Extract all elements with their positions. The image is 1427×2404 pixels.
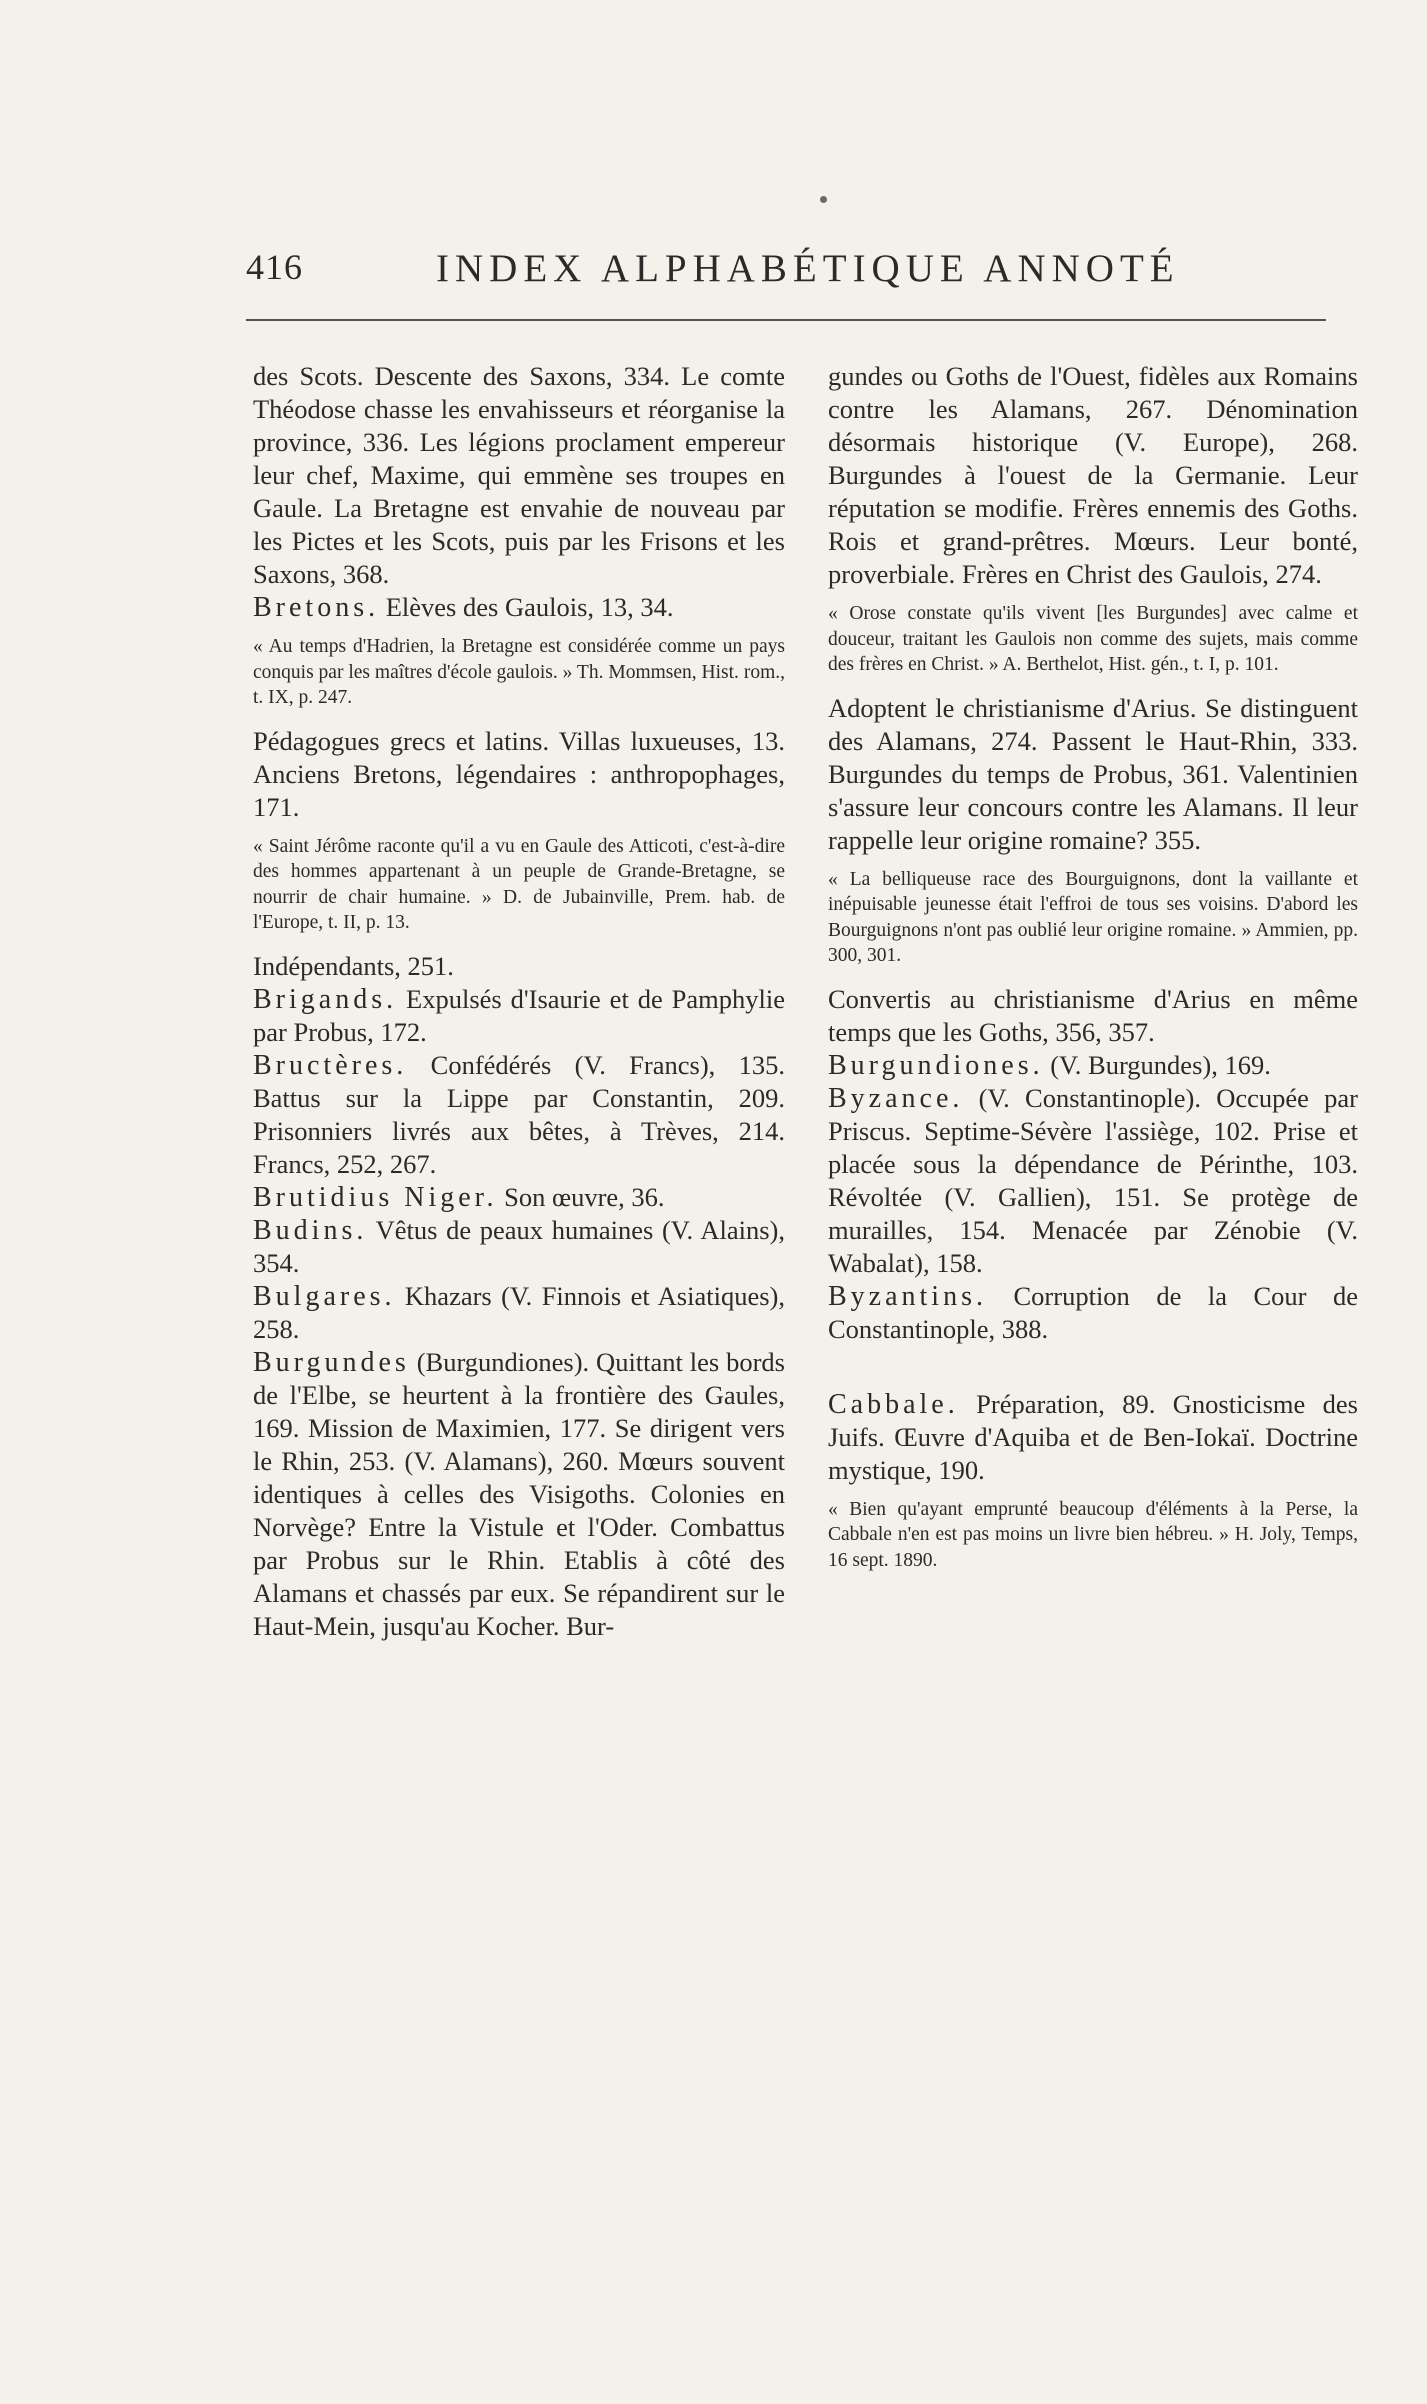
entry-heading: Burgundiones.	[828, 1049, 1044, 1081]
entry-bretons-independants: Indépendants, 251.	[253, 950, 454, 981]
entry-burgundes-cont2: Adoptent le christianisme d'Arius. Se distinguent des Alamans, 274. Passent le Haut-Rhin, 333. Burgundes du temps de Probus, 361. Valentinien s'assure leur concours contre les Alamans. Il leur rappelle leur origine romaine? 355.	[828, 692, 1358, 855]
entry-heading: Burgundes	[253, 1346, 410, 1378]
running-header	[246, 246, 1326, 296]
entry-brigands: Brigands. Expulsés d'Isaurie et de Pamphylie par Probus, 172.	[253, 983, 785, 1047]
letter-section-break	[828, 1346, 1358, 1388]
quote-mommsen: « Au temps d'Hadrien, la Bretagne est considérée comme un pays conquis par les maîtres d'école gaulois. » Th. Mommsen, Hist. rom., t. IX, p. 247.	[253, 636, 785, 708]
entry-burgundes-cont: gundes ou Goths de l'Ouest, fidèles aux Romains contre les Alamans, 267. Dénomination désormais historique (V. Europe), 268. Burgundes à l'ouest de la Germanie. Leur réputation se modifie. Frères ennemis des Goths. Rois et grand-prêtres. Mœurs. Leur bonté, proverbiale. Frères en Christ des Gaulois, 274.	[828, 361, 1358, 589]
entry-heading: Cabbale.	[828, 1388, 959, 1420]
entry-heading: Byzantins.	[828, 1280, 987, 1312]
entry-heading: Bructères.	[253, 1049, 408, 1081]
entry-burgundes-cont3: Convertis au christianisme d'Arius en même temps que les Goths, 356, 357.	[828, 983, 1358, 1047]
entry-bretons-cont: Pédagogues grecs et latins. Villas luxueuses, 13. Anciens Bretons, légendaires : anthropophages, 171.	[253, 725, 785, 822]
entry-byzance: Byzance. (V. Constantinople). Occupée par Priscus. Septime-Sévère l'assiège, 102. Prise et placée sous la dépendance de Périnthe, 103. Révoltée (V. Gallien), 151. Se protège de murailles, 154. Menacée par Zénobie (V. Wabalat), 158.	[828, 1082, 1358, 1278]
entry-byzantins: Byzantins. Corruption de la Cour de Constantinople, 388.	[828, 1280, 1358, 1344]
right-column	[828, 360, 1358, 1587]
quote-joly: « Bien qu'ayant emprunté beaucoup d'éléments à la Perse, la Cabbale n'en est pas moins un livre bien hébreu. » H. Joly, Temps, 16 sept. 1890.	[828, 1498, 1358, 1571]
entry-burgundes: Burgundes (Burgundiones). Quittant les bords de l'Elbe, se heurtent à la frontière des Gaules, 169. Mission de Maximien, 177. Se dirigent vers le Rhin, 253. (V. Alamans), 260. Mœurs souvent identiques à celles des Visigoths. Colonies en Norvège? Entre la Vistule et l'Oder. Combattus par Probus sur le Rhin. Etablis à côté des Alamans et chassés par eux. Se répandirent sur le Haut-Mein, jusqu'au Kocher. Bur-	[253, 1346, 785, 1641]
entry-heading: Bretons.	[253, 592, 380, 623]
entry-cabbale: Cabbale. Préparation, 89. Gnosticisme des Juifs. Œuvre d'Aquiba et de Ben-Iokaï. Doctrine mystique, 190.	[828, 1388, 1358, 1485]
entry-bulgares: Bulgares. Khazars (V. Finnois et Asiatiques), 258.	[253, 1280, 785, 1344]
running-title: INDEX ALPHABÉTIQUE ANNOTÉ	[436, 247, 1180, 290]
entry-heading: Brigands.	[253, 983, 398, 1015]
quote-jubainville: « Saint Jérôme raconte qu'il a vu en Gaule des Atticoti, c'est-à-dire des hommes appartenant à un peuple de Grande-Bretagne, se nourrir de chair humaine. » D. de Jubainville, Prem. hab. de l'Europe, t. II, p. 13.	[253, 835, 785, 933]
page-ornament-dot	[820, 196, 827, 203]
quote-berthelot: « Orose constate qu'ils vivent [les Burgundes] avec calme et douceur, traitant les Gaulois non comme des sujets, mais comme des frères en Christ. » A. Berthelot, Hist. gén., t. I, p. 101.	[828, 603, 1358, 675]
entry-heading: Budins.	[253, 1214, 368, 1246]
entry-continuation: des Scots. Descente des Saxons, 334. Le comte Théodose chasse les envahisseurs et réorganise la province, 336. Les légions proclament empereur leur chef, Maxime, qui emmène ses troupes en Gaule. La Bretagne est envahie de nouveau par les Pictes et les Scots, puis par les Frisons et les Saxons, 368.	[253, 361, 785, 589]
entry-budins: Budins. Vêtus de peaux humaines (V. Alains), 354.	[253, 1214, 785, 1278]
entry-heading: Bulgares.	[253, 1280, 396, 1312]
entry-heading: Brutidius Niger.	[253, 1181, 498, 1213]
entry-heading: Byzance.	[828, 1082, 964, 1114]
entry-brutidius: Brutidius Niger. Son œuvre, 36.	[253, 1181, 665, 1213]
page-number: 416	[246, 247, 303, 287]
header-rule	[246, 319, 1326, 321]
quote-ammien: « La belliqueuse race des Bourguignons, dont la vaillante et inépuisable jeunesse était l'effroi de tous ses voisins. D'abord les Bourguignons n'ont pas oublié leur origine romaine. » Ammien, pp. 300, 301.	[828, 868, 1358, 966]
entry-bructeres: Bructères. Confédérés (V. Francs), 135. Battus sur la Lippe par Constantin, 209. Prisonniers livrés aux bêtes, à Trèves, 214. Francs, 252, 267.	[253, 1049, 785, 1179]
left-column	[253, 360, 785, 1643]
entry-burgundiones: Burgundiones. (V. Burgundes), 169.	[828, 1049, 1271, 1081]
entry-bretons: Bretons. Elèves des Gaulois, 13, 34.	[253, 592, 674, 623]
